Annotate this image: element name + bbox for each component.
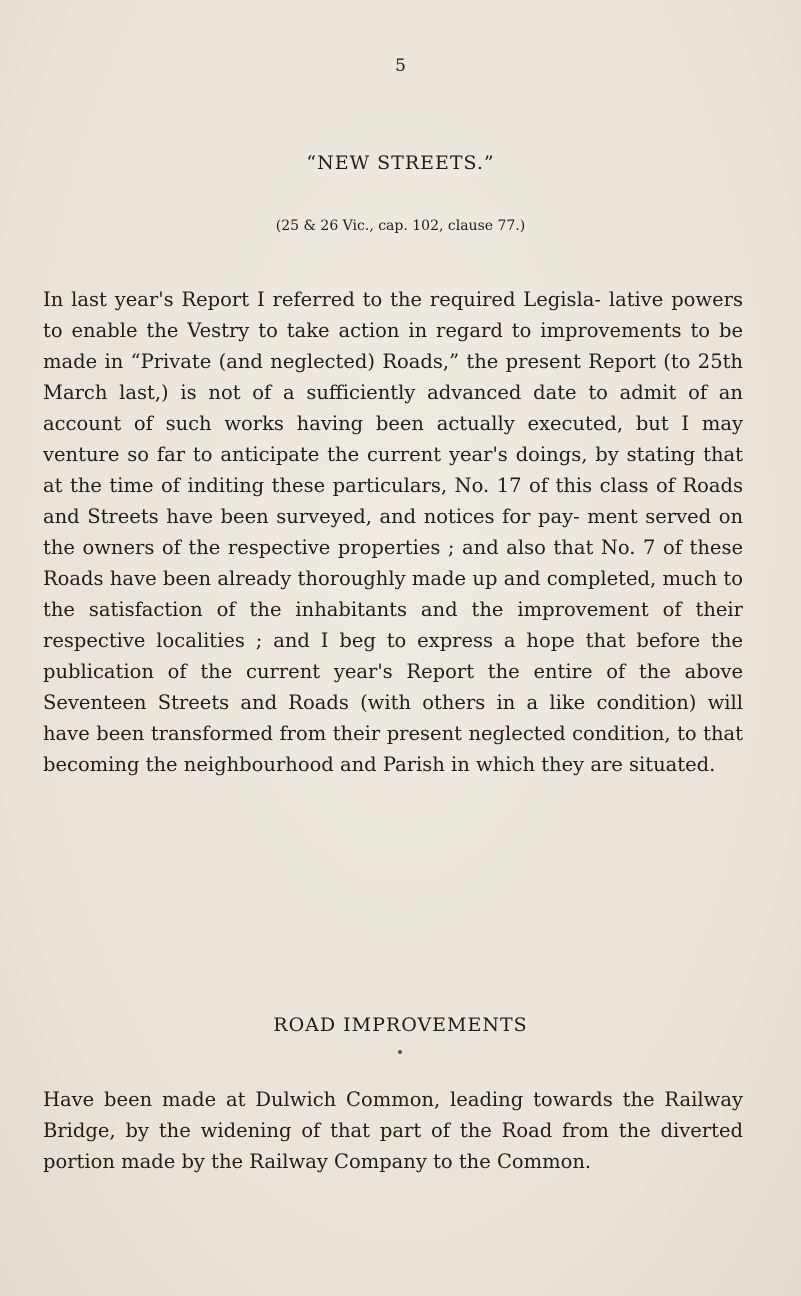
road-improvements-paragraph: Have been made at Dulwich Common, leading towards the Railway Bridge, by the widening of that part of the Road from the diverted portion made by the Railway Company to the Common. xyxy=(43,1088,743,1173)
page-number: 5 xyxy=(395,56,406,76)
new-streets-paragraph: In last year's Report I referred to the required Legisla- lative powers to enable the Vestry to take action in regard to improvements to be made in “Private (and neglected) Roads,” the present Report (to 25th March last,) is not of a sufficiently advanced date to admit of an account of such works having been actually executed, but I may venture so far to anticipate the current year's doings, by stating that at the time of inditing these particulars, No. 17 of this class of Roads and Streets have been surveyed, and notices for pay- ment served on the owners of the respective properties ; and also that No. 7 of these Roads have been already thoroughly made up and completed, much to the satisfaction of the inhabitants and the improvement of their respective localities ; and I beg to express a hope that before the publication of the current year's Report the entire of the above Seventeen Streets and Roads (with others in a like condition) will have been transformed from their present neglected condition, to that becoming the neighbourhood and Parish in which they are situated. xyxy=(43,288,743,776)
road-improvements-heading: ROAD IMPROVEMENTS xyxy=(273,1014,528,1036)
statute-reference: (25 & 26 Vic., cap. 102, clause 77.) xyxy=(275,218,526,234)
ink-speck xyxy=(398,1050,402,1054)
new-streets-heading: “NEW STREETS.” xyxy=(306,152,495,174)
